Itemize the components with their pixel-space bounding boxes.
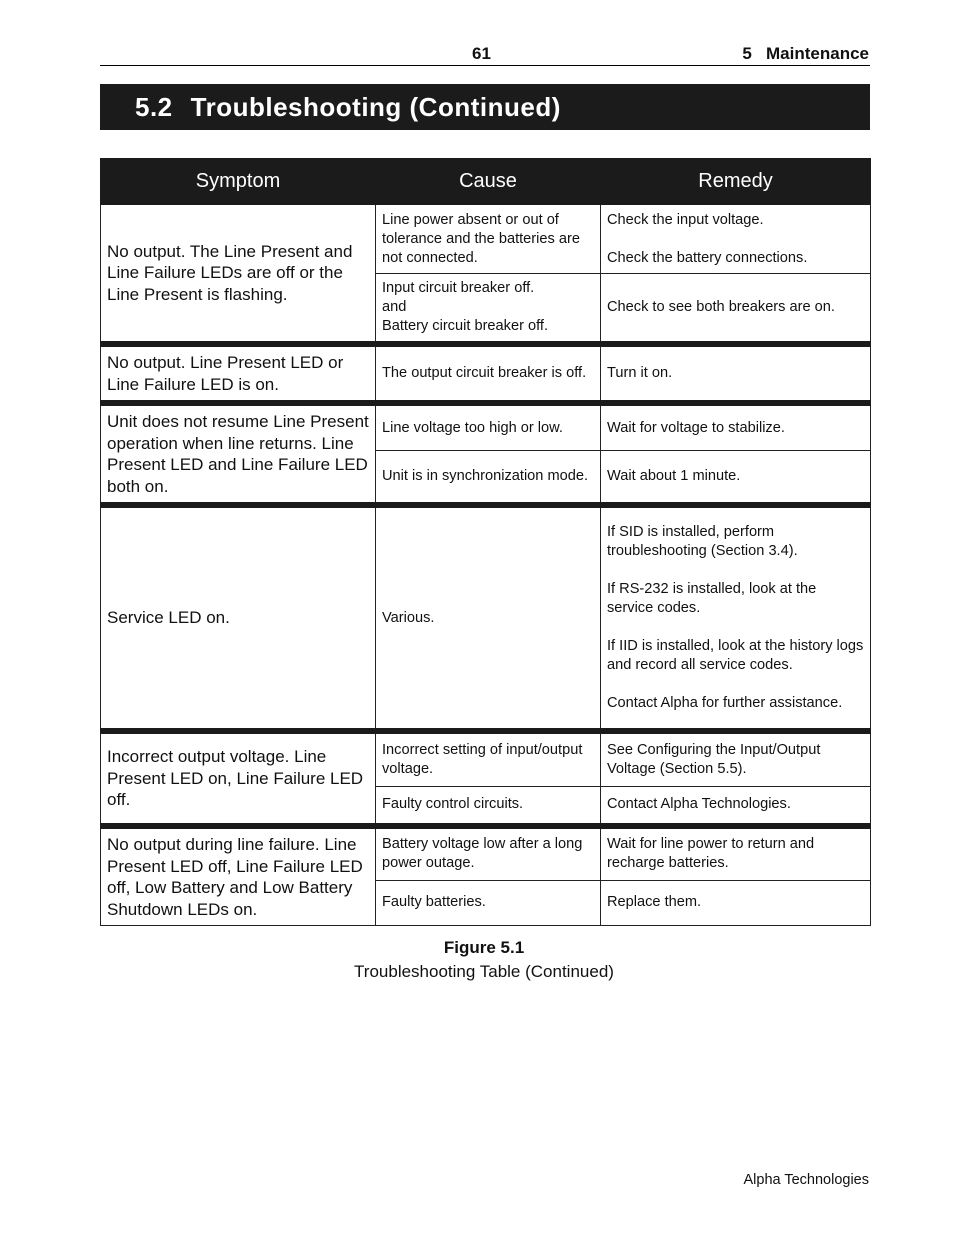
table-header-row: [101, 159, 871, 205]
section-number: 5.2: [135, 92, 173, 122]
column-header-symptom: Symptom: [101, 159, 376, 205]
page-number: 61: [472, 44, 491, 63]
header-rule: [100, 65, 870, 66]
remedy-line: Check the battery connections.: [607, 249, 808, 266]
symptom-cell: No output. The Line Present and Line Failure LEDs are off or the Line Present is flashing.: [101, 205, 376, 345]
remedy-line: Check the input voltage.: [607, 211, 764, 228]
remedy-cell: Wait about 1 minute.: [601, 451, 871, 505]
symptom-cell: Service LED on.: [101, 505, 376, 731]
column-header-remedy: Remedy: [601, 159, 871, 205]
cause-cell: Battery voltage low after a long power outage.: [376, 826, 601, 880]
symptom-cell: Unit does not resume Line Present operation when line returns. Line Present LED and Line Failure LED both on.: [101, 403, 376, 505]
cause-cell: Various.: [376, 505, 601, 731]
remedy-cell: Contact Alpha Technologies.: [601, 786, 871, 826]
remedy-line: If SID is installed, perform troubleshooting (Section 3.4).: [607, 524, 798, 559]
troubleshooting-table: [100, 158, 871, 926]
cause-cell: Line power absent or out of tolerance and the batteries are not connected.: [376, 205, 601, 274]
table-row: [101, 505, 871, 731]
cause-cell: Faulty batteries.: [376, 880, 601, 925]
cause-cell: Incorrect setting of input/output voltage.: [376, 731, 601, 786]
section-header: 5 Maintenance: [742, 44, 869, 63]
cause-line: Input circuit breaker off.: [382, 280, 535, 296]
table-row: [101, 731, 871, 786]
remedy-line: Contact Alpha for further assistance.: [607, 695, 843, 711]
symptom-cell: Incorrect output voltage. Line Present LED on, Line Failure LED off.: [101, 731, 376, 826]
cause-cell: The output circuit breaker is off.: [376, 344, 601, 403]
table-row: [101, 403, 871, 451]
symptom-cell: No output. Line Present LED or Line Failure LED is on.: [101, 344, 376, 403]
figure-label: Figure 5.1: [443, 938, 525, 957]
remedy-cell: Replace them.: [601, 880, 871, 925]
column-header-cause: Cause: [376, 159, 601, 205]
table-row: [101, 826, 871, 880]
table-row: [101, 205, 871, 274]
remedy-cell: See Configuring the Input/Output Voltage (Section 5.5).: [601, 731, 871, 786]
cause-line: Battery circuit breaker off.: [382, 318, 549, 334]
section-title: Troubleshooting (Continued): [190, 92, 561, 122]
remedy-cell: [601, 205, 871, 274]
figure-caption: Troubleshooting Table (Continued): [354, 962, 614, 981]
footer-company: Alpha Technologies: [743, 1172, 869, 1188]
remedy-line: If IID is installed, look at the history logs and record all service codes.: [607, 638, 864, 673]
cause-cell: [376, 274, 601, 345]
remedy-cell: Wait for line power to return and recharge batteries.: [601, 826, 871, 880]
cause-cell: Unit is in synchronization mode.: [376, 451, 601, 505]
cause-line: and: [382, 299, 407, 315]
section-banner: [100, 84, 870, 130]
table-row: [101, 344, 871, 403]
cause-cell: Faulty control circuits.: [376, 786, 601, 826]
symptom-cell: No output during line failure. Line Present LED off, Line Failure LED off, Low Battery and Low Battery Shutdown LEDs on.: [101, 826, 376, 926]
remedy-cell: Turn it on.: [601, 344, 871, 403]
remedy-cell: Wait for voltage to stabilize.: [601, 403, 871, 451]
remedy-line: If RS-232 is installed, look at the service codes.: [607, 581, 817, 616]
remedy-cell: Check to see both breakers are on.: [601, 274, 871, 345]
remedy-cell: [601, 505, 871, 731]
cause-cell: Line voltage too high or low.: [376, 403, 601, 451]
